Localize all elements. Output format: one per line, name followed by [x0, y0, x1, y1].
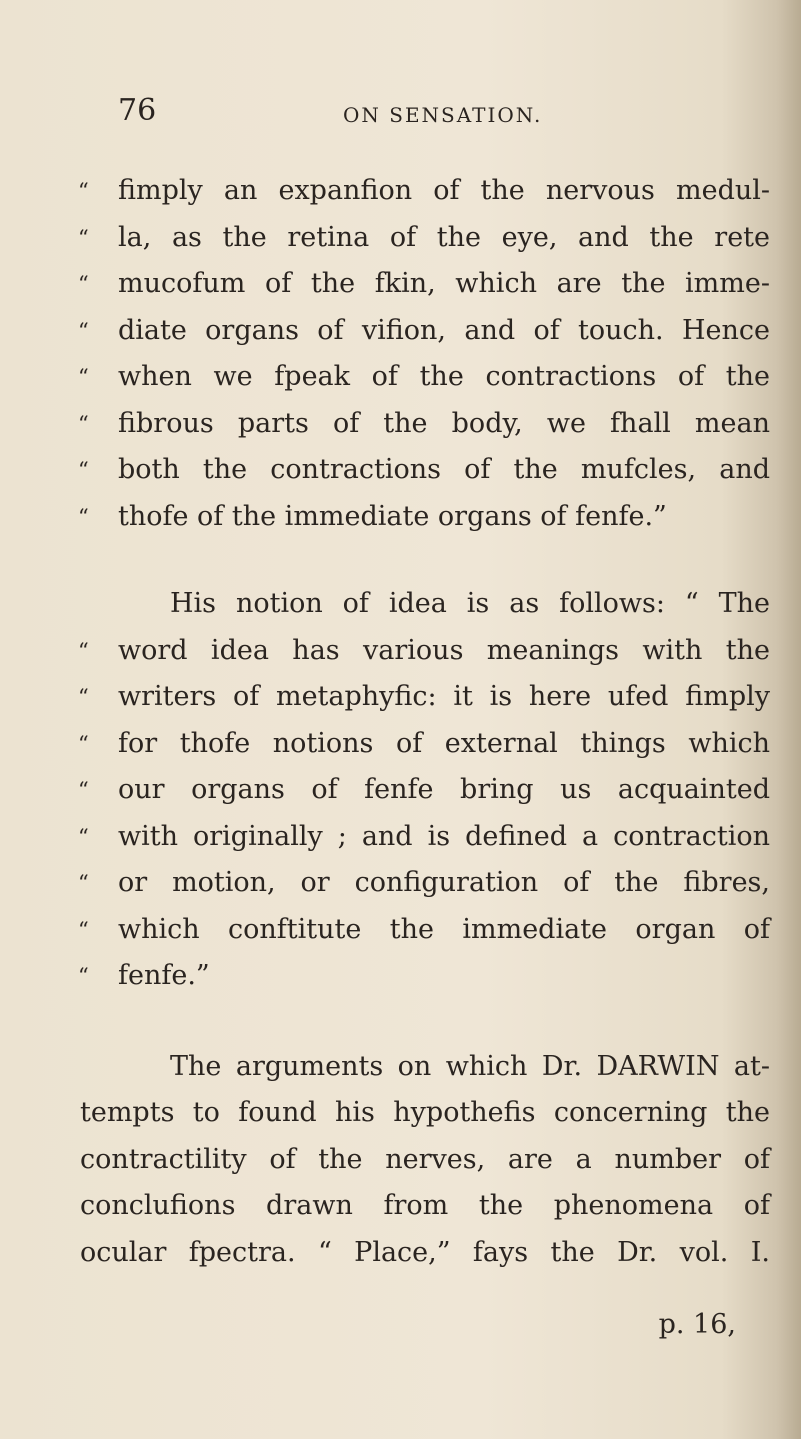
text-line: “ fibrous parts of the body, we fhall mean [78, 401, 778, 448]
arguments-paragraph [78, 1044, 778, 1277]
quote-mark: “ [78, 365, 89, 389]
text-line: “ both the contractions of the mufcles, and [78, 447, 778, 494]
page-number: 76 [118, 93, 157, 128]
quote-mark: “ [78, 179, 89, 203]
quotation-paragraph [78, 168, 778, 540]
page-body [78, 168, 778, 1276]
text-line: The arguments on which Dr. DARWIN at- [170, 1050, 770, 1082]
quote-mark: “ [78, 458, 89, 482]
text-line: “ diate organs of vifion, and of touch. Hence [78, 308, 778, 355]
quote-mark: “ [78, 504, 89, 529]
text-line: contractility of the nerves, are a number of [80, 1143, 770, 1175]
paragraph-gap [78, 1000, 778, 1044]
text-line: “ for thofe notions of external things which [78, 721, 778, 768]
text-line: “ or motion, or configuration of the fibres, [78, 860, 778, 907]
text-line: “ word idea has various meanings with the [78, 628, 778, 675]
text-line: “ with originally ; and is defined a contraction [78, 814, 778, 861]
text-line: tempts to found his hypothefis concerning the [80, 1097, 770, 1128]
quote-mark: “ [78, 411, 89, 436]
quote-mark: “ [78, 318, 89, 343]
idea-paragraph [78, 581, 778, 1000]
page-header [118, 93, 678, 133]
quote-mark: “ [78, 731, 89, 756]
quote-mark: “ [78, 917, 89, 942]
quote-mark: “ [78, 685, 89, 709]
text-line: “ writers of metaphyfic: it is here ufed fimply [78, 674, 778, 721]
quote-mark: “ [78, 638, 89, 663]
catchword: p. 16, [658, 1309, 736, 1340]
text-line: “ fimply an expanfion of the nervous medul- [78, 168, 778, 215]
quote-mark: “ [78, 778, 89, 802]
quote-mark: “ [78, 225, 89, 250]
text-line: His notion of idea is as follows: “ The [170, 588, 770, 619]
text-line: ocular fpectra. “ Place,” fays the Dr. vol. I. [80, 1236, 770, 1268]
quote-mark: “ [78, 964, 89, 988]
text-line: “ la, as the retina of the eye, and the rete [78, 215, 778, 262]
text-line: “ thofe of the immediate organs of fenfe.” [78, 494, 778, 541]
text-line: “ our organs of fenfe bring us acquainted [78, 767, 778, 814]
text-line: “ which conftitute the immediate organ of [78, 907, 778, 954]
quote-mark: “ [78, 272, 89, 296]
text-line: “ when we fpeak of the contractions of the [78, 354, 778, 401]
running-head: ON SENSATION. [343, 103, 543, 127]
paragraph-gap [78, 540, 778, 581]
text-line: conclufions drawn from the phenomena of [80, 1190, 770, 1221]
text-line: “ mucofum of the fkin, which are the imme- [78, 261, 778, 308]
text-line: “ fenfe.” [78, 953, 778, 1000]
quote-mark: “ [78, 871, 89, 895]
quote-mark: “ [78, 824, 89, 849]
